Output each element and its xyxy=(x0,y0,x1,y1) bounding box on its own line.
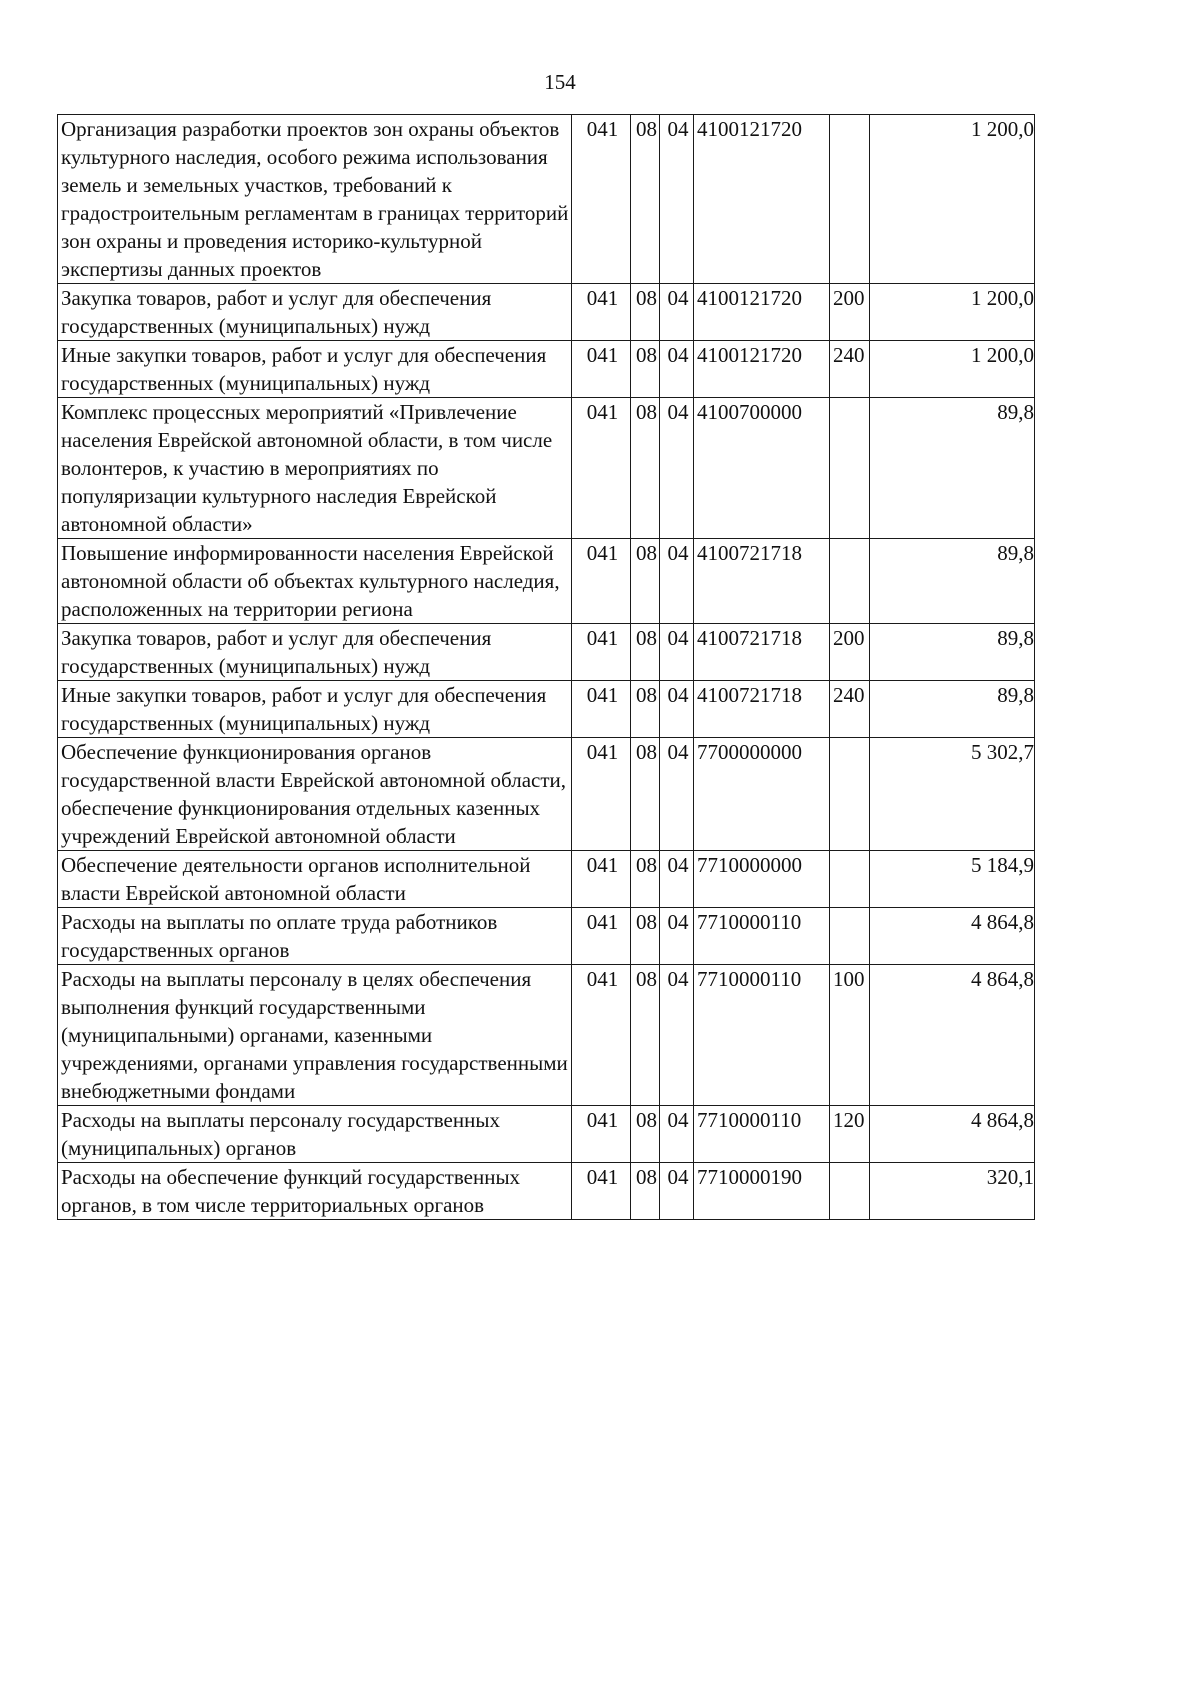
target-code-cell: 4100721718 xyxy=(694,681,830,738)
expense-name-cell: Повышение информированности населения Еврейской автономной области об объектах культурного наследия, расположенных на территории региона xyxy=(58,539,572,624)
section-cell: 08 xyxy=(631,965,660,1106)
admin-code-cell: 041 xyxy=(572,341,631,398)
amount-cell: 5 184,9 xyxy=(870,851,1035,908)
expense-name-cell: Расходы на выплаты персоналу государственных (муниципальных) органов xyxy=(58,1106,572,1163)
table-row xyxy=(58,398,1035,539)
subsection-cell: 04 xyxy=(660,738,694,851)
expense-name-cell: Расходы на выплаты персоналу в целях обеспечения выполнения функций государственными (муниципальными) органами, казенными учреждениями, органами управления государственными внебюджетными фондами xyxy=(58,965,572,1106)
subsection-cell: 04 xyxy=(660,851,694,908)
target-code-cell: 4100700000 xyxy=(694,398,830,539)
target-code-cell: 7710000110 xyxy=(694,908,830,965)
expense-type-cell: 240 xyxy=(830,341,870,398)
expense-type-cell xyxy=(830,115,870,284)
target-code-cell: 7710000110 xyxy=(694,1106,830,1163)
admin-code-cell: 041 xyxy=(572,284,631,341)
subsection-cell: 04 xyxy=(660,341,694,398)
amount-cell: 1 200,0 xyxy=(870,115,1035,284)
admin-code-cell: 041 xyxy=(572,1106,631,1163)
expense-name-cell: Обеспечение функционирования органов государственной власти Еврейской автономной области, обеспечение функционирования отдельных казенных учреждений Еврейской автономной области xyxy=(58,738,572,851)
admin-code-cell: 041 xyxy=(572,1163,631,1220)
amount-cell: 5 302,7 xyxy=(870,738,1035,851)
target-code-cell: 4100121720 xyxy=(694,115,830,284)
expense-name-cell: Иные закупки товаров, работ и услуг для обеспечения государственных (муниципальных) нужд xyxy=(58,681,572,738)
table-body xyxy=(58,115,1035,1220)
target-code-cell: 4100121720 xyxy=(694,284,830,341)
expense-type-cell: 120 xyxy=(830,1106,870,1163)
expense-name-cell: Обеспечение деятельности органов исполнительной власти Еврейской автономной области xyxy=(58,851,572,908)
target-code-cell: 4100721718 xyxy=(694,539,830,624)
table-row xyxy=(58,115,1035,284)
expense-type-cell xyxy=(830,539,870,624)
amount-cell: 1 200,0 xyxy=(870,284,1035,341)
amount-cell: 320,1 xyxy=(870,1163,1035,1220)
expense-name-cell: Комплекс процессных мероприятий «Привлечение населения Еврейской автономной области, в том числе волонтеров, к участию в мероприятиях по популяризации культурного наследия Еврейской автономной области» xyxy=(58,398,572,539)
admin-code-cell: 041 xyxy=(572,539,631,624)
section-cell: 08 xyxy=(631,851,660,908)
amount-cell: 4 864,8 xyxy=(870,965,1035,1106)
section-cell: 08 xyxy=(631,398,660,539)
expense-type-cell: 240 xyxy=(830,681,870,738)
amount-cell: 4 864,8 xyxy=(870,1106,1035,1163)
page-number: 154 xyxy=(544,70,576,94)
table-row xyxy=(58,1163,1035,1220)
expense-name-cell: Организация разработки проектов зон охраны объектов культурного наследия, особого режима использования земель и земельных участков, требований к градостроительным регламентам в границах территорий зон охраны и проведения историко-культурной экспертизы данных проектов xyxy=(58,115,572,284)
table-row xyxy=(58,284,1035,341)
section-cell: 08 xyxy=(631,681,660,738)
target-code-cell: 7700000000 xyxy=(694,738,830,851)
table-row xyxy=(58,965,1035,1106)
target-code-cell: 4100721718 xyxy=(694,624,830,681)
target-code-cell: 7710000110 xyxy=(694,965,830,1106)
table-row xyxy=(58,341,1035,398)
section-cell: 08 xyxy=(631,624,660,681)
admin-code-cell: 041 xyxy=(572,738,631,851)
subsection-cell: 04 xyxy=(660,284,694,341)
table-row xyxy=(58,624,1035,681)
expense-name-cell: Иные закупки товаров, работ и услуг для обеспечения государственных (муниципальных) нужд xyxy=(58,341,572,398)
expense-type-cell xyxy=(830,398,870,539)
amount-cell: 89,8 xyxy=(870,398,1035,539)
expense-name-cell: Закупка товаров, работ и услуг для обеспечения государственных (муниципальных) нужд xyxy=(58,624,572,681)
subsection-cell: 04 xyxy=(660,624,694,681)
section-cell: 08 xyxy=(631,341,660,398)
section-cell: 08 xyxy=(631,539,660,624)
section-cell: 08 xyxy=(631,738,660,851)
target-code-cell: 7710000000 xyxy=(694,851,830,908)
section-cell: 08 xyxy=(631,1106,660,1163)
table-row xyxy=(58,681,1035,738)
expense-type-cell: 100 xyxy=(830,965,870,1106)
admin-code-cell: 041 xyxy=(572,908,631,965)
expense-name-cell: Расходы на обеспечение функций государственных органов, в том числе территориальных органов xyxy=(58,1163,572,1220)
section-cell: 08 xyxy=(631,284,660,341)
subsection-cell: 04 xyxy=(660,1163,694,1220)
target-code-cell: 7710000190 xyxy=(694,1163,830,1220)
admin-code-cell: 041 xyxy=(572,398,631,539)
subsection-cell: 04 xyxy=(660,115,694,284)
subsection-cell: 04 xyxy=(660,398,694,539)
amount-cell: 1 200,0 xyxy=(870,341,1035,398)
amount-cell: 4 864,8 xyxy=(870,908,1035,965)
admin-code-cell: 041 xyxy=(572,115,631,284)
section-cell: 08 xyxy=(631,908,660,965)
amount-cell: 89,8 xyxy=(870,681,1035,738)
subsection-cell: 04 xyxy=(660,539,694,624)
table-row xyxy=(58,1106,1035,1163)
expense-type-cell xyxy=(830,1163,870,1220)
section-cell: 08 xyxy=(631,1163,660,1220)
admin-code-cell: 041 xyxy=(572,624,631,681)
admin-code-cell: 041 xyxy=(572,965,631,1106)
subsection-cell: 04 xyxy=(660,681,694,738)
table-row xyxy=(58,539,1035,624)
subsection-cell: 04 xyxy=(660,965,694,1106)
section-cell: 08 xyxy=(631,115,660,284)
expense-type-cell: 200 xyxy=(830,624,870,681)
table-row xyxy=(58,908,1035,965)
admin-code-cell: 041 xyxy=(572,681,631,738)
subsection-cell: 04 xyxy=(660,908,694,965)
subsection-cell: 04 xyxy=(660,1106,694,1163)
table-row xyxy=(58,851,1035,908)
expense-type-cell: 200 xyxy=(830,284,870,341)
expense-name-cell: Закупка товаров, работ и услуг для обеспечения государственных (муниципальных) нужд xyxy=(58,284,572,341)
table-row xyxy=(58,738,1035,851)
amount-cell: 89,8 xyxy=(870,624,1035,681)
admin-code-cell: 041 xyxy=(572,851,631,908)
expense-type-cell xyxy=(830,908,870,965)
amount-cell: 89,8 xyxy=(870,539,1035,624)
expense-type-cell xyxy=(830,738,870,851)
expense-name-cell: Расходы на выплаты по оплате труда работников государственных органов xyxy=(58,908,572,965)
budget-table xyxy=(57,114,1035,1220)
target-code-cell: 4100121720 xyxy=(694,341,830,398)
expense-type-cell xyxy=(830,851,870,908)
